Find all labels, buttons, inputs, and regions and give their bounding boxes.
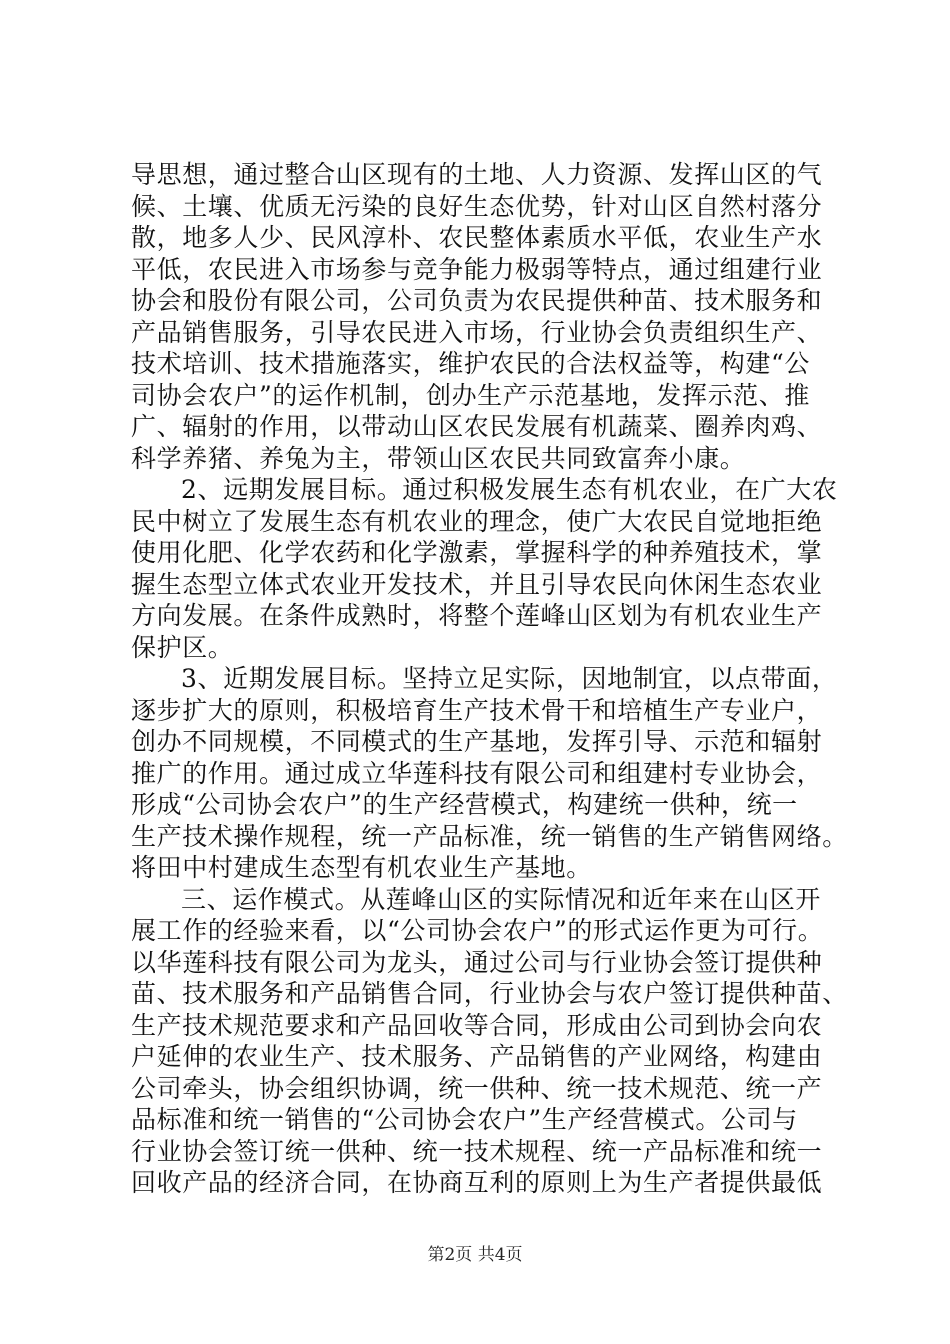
text-line: 协会和股份有限公司，公司负责为农民提供种苗、技术服务和: [131, 286, 823, 315]
text-line: 握生态型立体式农业开发技术，并且引导农民向休闲生态农业: [131, 569, 823, 599]
text-line: 以华莲科技有限公司为龙头，通过公司与行业协会签订提供种: [131, 947, 823, 977]
text-line: 导思想，通过整合山区现有的土地、人力资源、发挥山区的气: [131, 160, 823, 189]
paragraph-start-line: 3、近期发展目标。坚持立足实际，因地制宜，以点带面，: [181, 664, 838, 693]
text-line: 形成“公司协会农户”的生产经营模式，构建统一供种，统一: [131, 790, 798, 819]
text-line: 创办不同规模，不同模式的生产基地，发挥引导、示范和辐射: [131, 727, 823, 756]
body-text: [131, 159, 848, 1199]
text-line: 散，地多人少、民风淳朴、农民整体素质水平低，农业生产水: [131, 223, 823, 252]
text-line: 技术培训、技术措施落实，维护农民的合法权益等，构建“公: [131, 349, 810, 378]
text-line: 将田中村建成生态型有机农业生产基地。: [131, 853, 592, 882]
text-line: 生产技术操作规程，统一产品标准，统一销售的生产销售网络。: [131, 821, 848, 851]
text-line: 公司牵头，协会组织协调，统一供种、统一技术规范、统一产: [131, 1073, 823, 1103]
text-line: 回收产品的经济合同，在协商互利的原则上为生产者提供最低: [131, 1168, 823, 1197]
text-line: 苗、技术服务和产品销售合同，行业协会与农户签订提供种苗、: [131, 979, 848, 1008]
text-line: 推广的作用。通过成立华莲科技有限公司和组建村专业协会，: [131, 758, 823, 788]
paragraph-start-line: 三、运作模式。从莲峰山区的实际情况和近年来在山区开: [181, 884, 822, 914]
page-footer: 第2页 共4页: [427, 1245, 523, 1265]
text-line: 产品销售服务，引导农民进入市场，行业协会负责组织生产、: [131, 317, 823, 347]
text-line: 行业协会签订统一供种、统一技术规程、统一产品标准和统一: [131, 1136, 823, 1166]
text-line: 方向发展。在条件成熟时，将整个莲峰山区划为有机农业生产: [131, 601, 823, 630]
text-line: 品标准和统一销售的“公司协会农户”生产经营模式。公司与: [131, 1105, 798, 1134]
text-line: 保护区。: [131, 632, 234, 662]
text-line: 候、土壤、优质无污染的良好生态优势，针对山区自然村落分: [131, 191, 823, 221]
text-line: 平低，农民进入市场参与竞争能力极弱等特点，通过组建行业: [131, 254, 823, 284]
text-line: 民中树立了发展生态有机农业的理念，使广大农民自觉地拒绝: [131, 506, 823, 536]
text-line: 使用化肥、化学农药和化学激素，掌握科学的种养殖技术，掌: [131, 538, 823, 567]
text-line: 广、辐射的作用，以带动山区农民发展有机蔬菜、圈养肉鸡、: [131, 412, 823, 441]
text-line: 展工作的经验来看，以“公司协会农户”的形式运作更为可行。: [131, 916, 824, 945]
text-line: 司协会农户”的运作机制，创办生产示范基地，发挥示范、推: [131, 380, 810, 410]
text-line: 逐步扩大的原则，积极培育生产技术骨干和培植生产专业户，: [131, 695, 823, 725]
text-line: 科学养猪、养兔为主，带领山区农民共同致富奔小康。: [131, 443, 746, 473]
text-line: 生产技术规范要求和产品回收等合同，形成由公司到协会向农: [131, 1010, 823, 1040]
text-line: 户延伸的农业生产、技术服务、产品销售的产业网络，构建由: [131, 1042, 823, 1071]
paragraph-start-line: 2、远期发展目标。通过积极发展生态有机农业，在广大农: [181, 475, 838, 504]
